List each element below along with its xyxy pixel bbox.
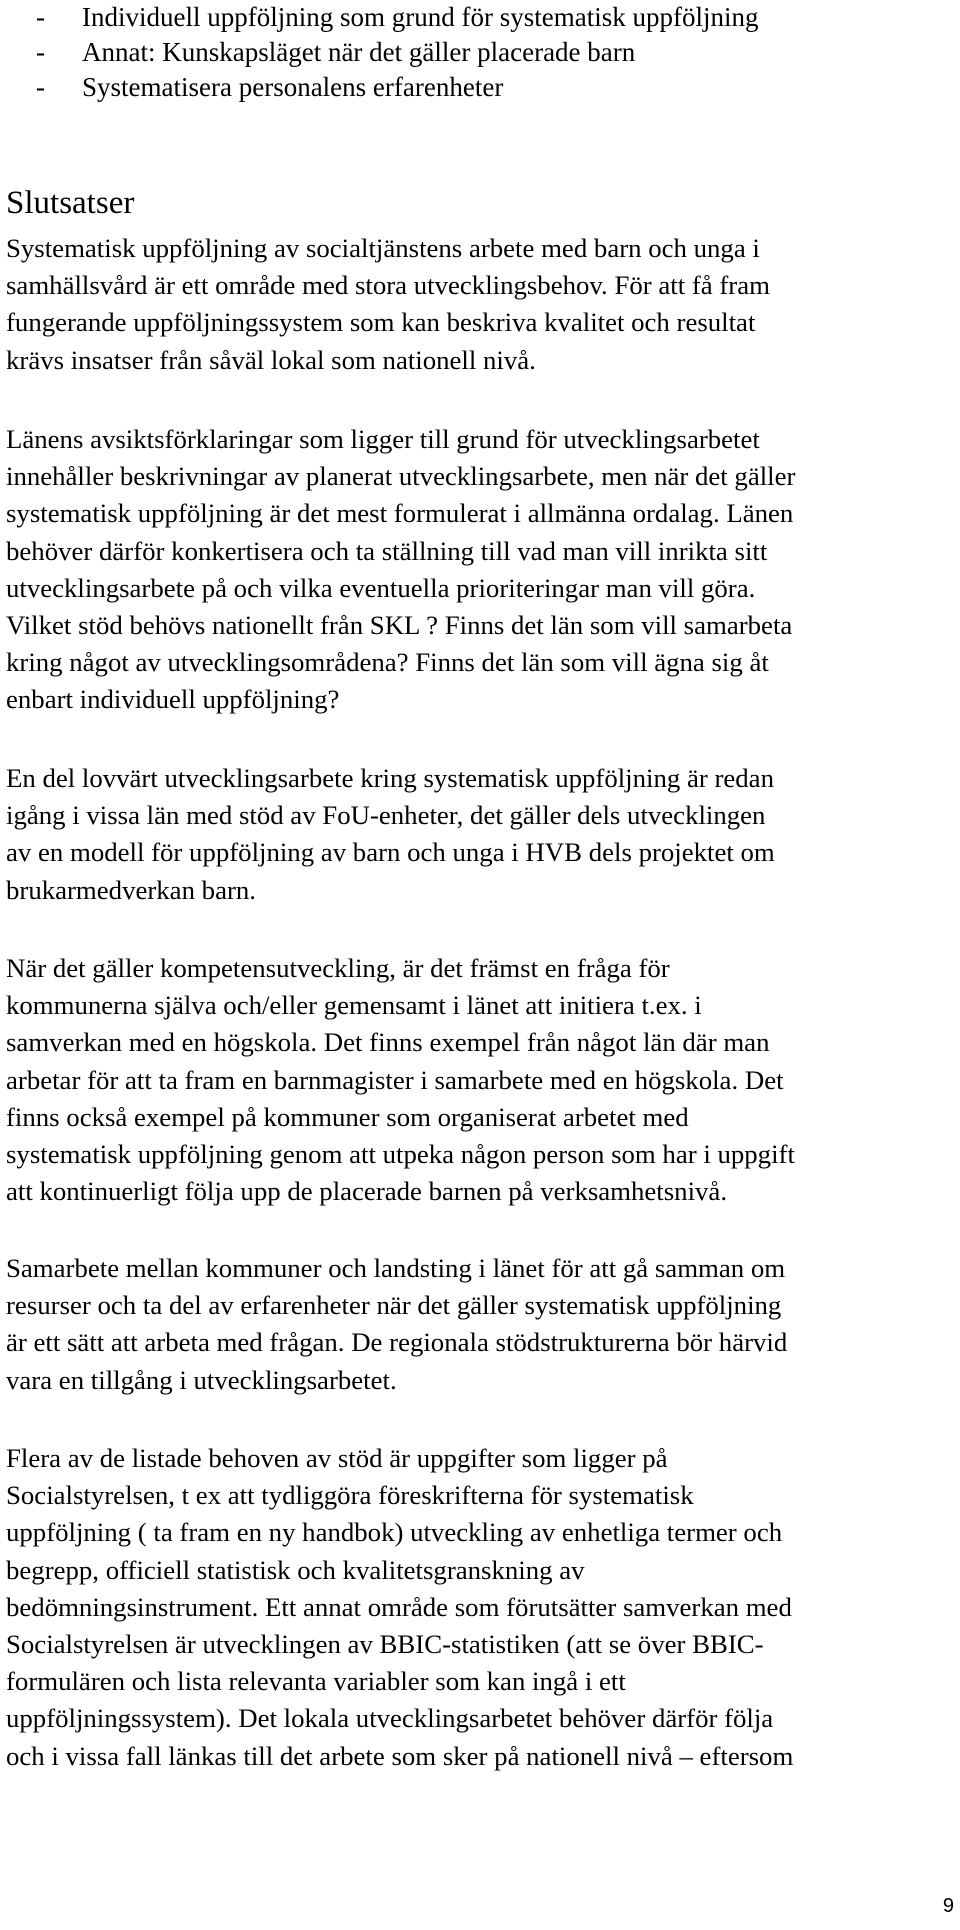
- bullet-text: Systematisera personalens erfarenheter: [82, 72, 504, 102]
- bullet-text: Annat: Kunskapsläget när det gäller placerade barn: [82, 37, 636, 67]
- page-number: 9: [942, 1895, 954, 1917]
- bullet-dash: -: [36, 72, 45, 102]
- bullet-item: [6, 35, 758, 70]
- paragraph-cooperation: Samarbete mellan kommuner och landsting i länet för att gå samman om resurser och ta del av erfarenheter när det gäller systematisk uppföljning är ett sätt att arbeta med frågan. De regionala stödstrukturerna bör härvid vara en tillgång i utvecklingsarbetet.: [6, 1253, 788, 1395]
- paragraph-county-declarations: Länens avsiktsförklaringar som ligger till grund för utvecklingsarbetet innehåller beskrivningar av planerat utvecklingsarbete, men när det gäller systematisk uppföljning är det mest formulerat i allmänna ordalag. Länen behöver därför konkertisera och ta ställning till vad man vill inrikta sitt utvecklingsarbete på och vilka eventuella prioriteringar man vill göra. Vilket stöd behövs nationellt från SKL ? Finns det län som vill samarbeta kring något av utvecklingsområdena? Finns det län som vill ägna sig åt enbart individuell uppföljning?: [6, 424, 796, 715]
- bullet-list: [6, 0, 758, 105]
- paragraph-conclusions-intro: Systematisk uppföljning av socialtjänstens arbete med barn och unga i samhällsvård är ett område med stora utvecklingsbehov. För att få fram fungerande uppföljningssystem som kan beskriva kvalitet och resultat krävs insatser från såväl lokal som nationell nivå.: [6, 233, 770, 375]
- paragraph-development-work: En del lovvärt utvecklingsarbete kring systematisk uppföljning är redan igång i vissa län med stöd av FoU-enheter, det gäller dels utvecklingen av en modell för uppföljning av barn och unga i HVB dels projektet om brukarmedverkan barn.: [6, 763, 775, 905]
- bullet-text: Individuell uppföljning som grund för systematisk uppföljning: [82, 2, 759, 32]
- section-heading: Slutsatser: [6, 185, 135, 221]
- bullet-item: [6, 70, 758, 105]
- bullet-item: [6, 0, 758, 35]
- paragraph-support-needs: Flera av de listade behoven av stöd är uppgifter som ligger på Socialstyrelsen, t ex att tydliggöra föreskrifterna för systematisk uppföljning ( ta fram en ny handbok) utveckling av enhetliga termer och begrepp, officiell statistisk och kvalitetsgranskning av bedömningsinstrument. Ett annat område som förutsätter samverkan med Socialstyrelsen är utvecklingen av BBIC-statistiken (att se över BBIC- formulären och lista relevanta variabler som kan ingå i ett uppföljningssystem). Det lokala utvecklingsarbetet behöver därför följa och i vissa fall länkas till det arbete som sker på nationell nivå – eftersom: [6, 1443, 794, 1771]
- bullet-dash: -: [36, 37, 45, 67]
- paragraph-competence: När det gäller kompetensutveckling, är det främst en fråga för kommunerna själva och/eller gemensamt i länet att initiera t.ex. i samverkan med en högskola. Det finns exempel från något län där man arbetar för att ta fram en barnmagister i samarbete med en högskola. Det finns också exempel på kommuner som organiserat arbetet med systematisk uppföljning genom att utpeka någon person som har i uppgift att kontinuerligt följa upp de placerade barnen på verksamhetsnivå.: [6, 953, 795, 1207]
- bullet-dash: -: [36, 2, 45, 32]
